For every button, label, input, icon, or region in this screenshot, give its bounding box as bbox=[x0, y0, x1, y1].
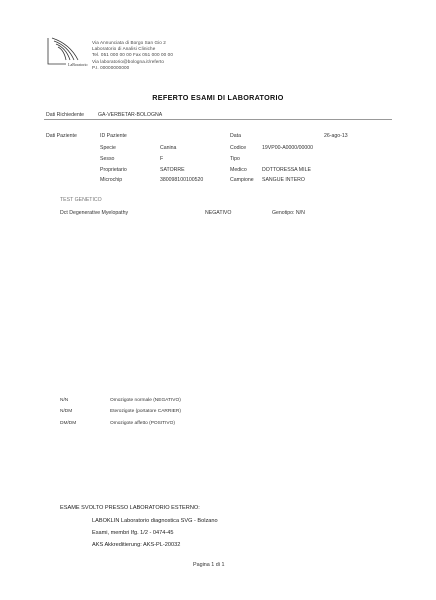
test-genotype: Genotipo: N/N bbox=[272, 210, 305, 216]
legend-text-2: Eterozigote (portatore CARRIER) bbox=[110, 409, 181, 414]
code-label: Codice bbox=[230, 145, 247, 151]
sex-label: Sesso bbox=[100, 156, 115, 162]
footer-title: ESAME SVOLTO PRESSO LABORATORIO ESTERNO: bbox=[60, 505, 200, 511]
test-name: Dct Degenerative Myelopathy bbox=[60, 210, 129, 216]
legend-code-2: N/DM bbox=[60, 409, 73, 414]
owner-value: SATORRE bbox=[160, 167, 185, 173]
ref-label: Dati Richiedente bbox=[46, 112, 85, 118]
doctor-value: DOTTORESSA MILE bbox=[262, 167, 311, 173]
divider bbox=[44, 119, 392, 120]
section-title: TEST GENETICO bbox=[60, 197, 102, 203]
code-value: 19VP00-A0000/00000 bbox=[262, 145, 314, 151]
page-number: Pagina 1 di 1 bbox=[193, 562, 225, 568]
sex-value: F bbox=[160, 156, 164, 162]
legend-code-1: N/N bbox=[60, 398, 69, 403]
header-line-4: Via laboratorio@bologna.it/referto bbox=[92, 58, 165, 64]
chip-label: Microchip bbox=[100, 177, 123, 183]
svg-text:LaBoratorio: LaBoratorio bbox=[68, 62, 88, 67]
sample-type-label: Campione bbox=[230, 177, 254, 183]
ref-value: GA-VERBETAR-BOLOGNA bbox=[98, 112, 163, 118]
header-line-3: Tel. 051 000 00 00 Fax 051 000 00 00 bbox=[92, 52, 173, 58]
lab-logo bbox=[44, 34, 88, 74]
date-label: Data bbox=[230, 133, 241, 139]
sample-label: Tipo bbox=[230, 156, 240, 162]
legend-code-3: DM/DM bbox=[60, 421, 77, 426]
legend-text-3: Omozigote affetto (POSITIVO) bbox=[110, 421, 175, 426]
footer-line-4: AKS Akkreditierung: AKS-PL-20032 bbox=[92, 542, 181, 548]
footer-line-3: Esami, membri Ifg. 1/2 - 0474-45 bbox=[92, 530, 174, 536]
species-value: Canina bbox=[160, 145, 177, 151]
header-info bbox=[92, 40, 173, 71]
header-line-2: Laboratorio di Analisi Cliniche bbox=[92, 46, 156, 52]
test-result: NEGATIVO bbox=[205, 210, 232, 216]
chip-value: 380098100100520 bbox=[160, 177, 204, 183]
header-line-5: P.I. 00000000000 bbox=[92, 64, 130, 70]
legend-text-1: Omozigote normale (NEGATIVO) bbox=[110, 398, 181, 403]
sample-type-value: SANGUE INTERO bbox=[262, 177, 305, 183]
header-line-1: Via Annunciata di Borgo San Gio 2 bbox=[92, 40, 166, 45]
owner-label: Proprietario bbox=[100, 167, 127, 173]
doctor-label: Medico bbox=[230, 167, 247, 173]
date-value: 26-ago-13 bbox=[324, 133, 348, 139]
footer-line-2: LABOKLIN Laboratorio diagnostica SVG - Bolzano bbox=[92, 518, 218, 524]
page-title: REFERTO ESAMI DI LABORATORIO bbox=[152, 93, 284, 102]
patient-label: Dati Paziente bbox=[46, 133, 77, 139]
species-label: Specie bbox=[100, 145, 116, 151]
patient-id-label: ID Paziente bbox=[100, 133, 127, 139]
